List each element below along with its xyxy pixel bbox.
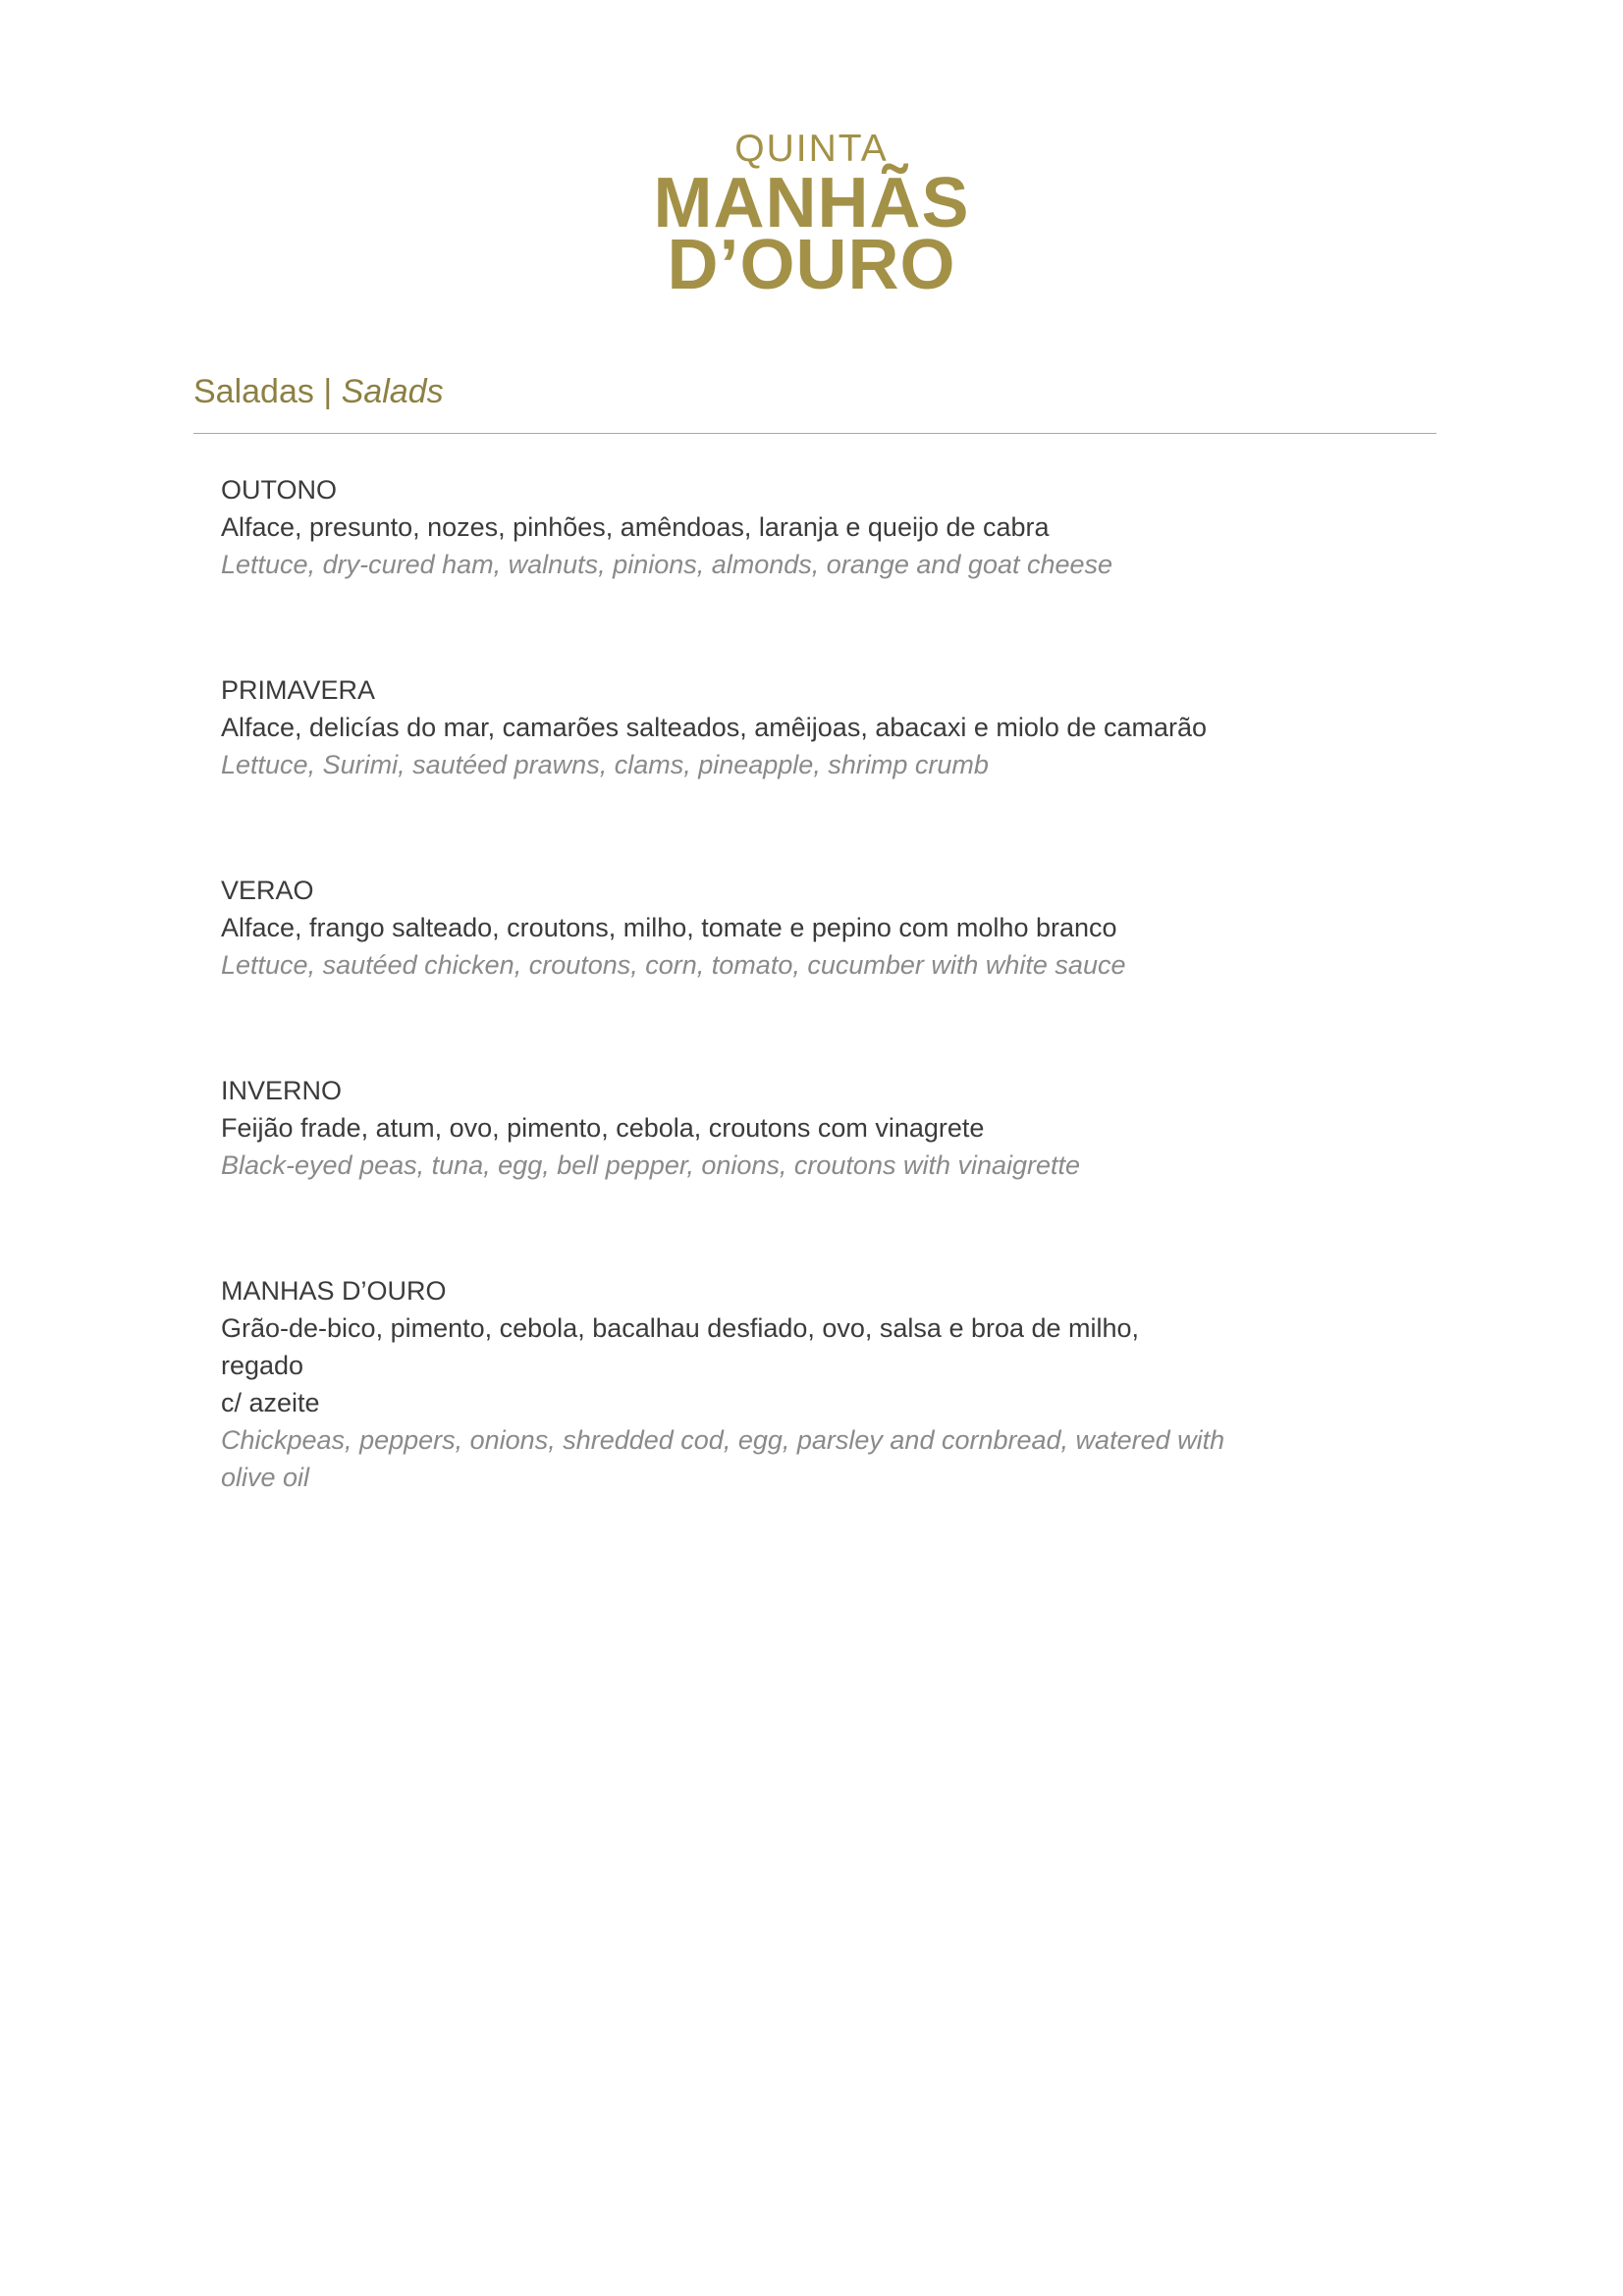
item-description-pt-line1: Grão-de-bico, pimento, cebola, bacalhau desfiado, ovo, salsa e broa de milho, <box>221 1313 1140 1343</box>
item-name: OUTONO <box>221 475 338 505</box>
item-description-pt: Alface, presunto, nozes, pinhões, amêndoas, laranja e queijo de cabra <box>221 512 1050 542</box>
section-title-en: Salads <box>341 373 444 410</box>
item-description-pt: Feijão frade, atum, ovo, pimento, cebola, croutons com vinagrete <box>221 1113 985 1143</box>
menu-item-inverno <box>221 1072 1301 1184</box>
item-description-en: Lettuce, dry-cured ham, walnuts, pinions, almonds, orange and goat cheese <box>221 550 1113 579</box>
item-description-en: Lettuce, Surimi, sautéed prawns, clams, pineapple, shrimp crumb <box>221 750 989 779</box>
section-title-pt: Saladas | <box>193 373 333 410</box>
item-name: VERAO <box>221 876 314 905</box>
logo-douro: D’OURO <box>667 226 956 304</box>
logo-manhas: MANHÃS <box>653 164 970 242</box>
menu-item-primavera <box>221 671 1301 783</box>
item-description-en: Black-eyed peas, tuna, egg, bell pepper, onions, croutons with vinaigrette <box>221 1150 1081 1180</box>
item-name: INVERNO <box>221 1076 343 1105</box>
menu-item-verao <box>221 872 1301 984</box>
item-description-en-line2: olive oil <box>221 1463 310 1492</box>
logo-quinta: QUINTA <box>734 128 889 170</box>
item-description-en-line1: Chickpeas, peppers, onions, shredded cod, egg, parsley and cornbread, watered with <box>221 1425 1225 1455</box>
item-description-pt-line2: regado <box>221 1351 304 1380</box>
item-name: MANHAS D’OURO <box>221 1276 447 1306</box>
item-description-pt: Alface, delicías do mar, camarões salteados, amêijoas, abacaxi e miolo de camarão <box>221 713 1208 742</box>
section-title <box>193 368 444 415</box>
item-description-pt: Alface, frango salteado, croutons, milho, tomate e pepino com molho branco <box>221 913 1117 942</box>
menu-item-manhas-douro <box>221 1272 1301 1496</box>
section-divider <box>193 433 1436 434</box>
item-description-en: Lettuce, sautéed chicken, croutons, corn, tomato, cucumber with white sauce <box>221 950 1126 980</box>
item-name: PRIMAVERA <box>221 675 376 705</box>
item-description-pt-line3: c/ azeite <box>221 1388 320 1417</box>
menu-item-outono <box>221 471 1301 583</box>
